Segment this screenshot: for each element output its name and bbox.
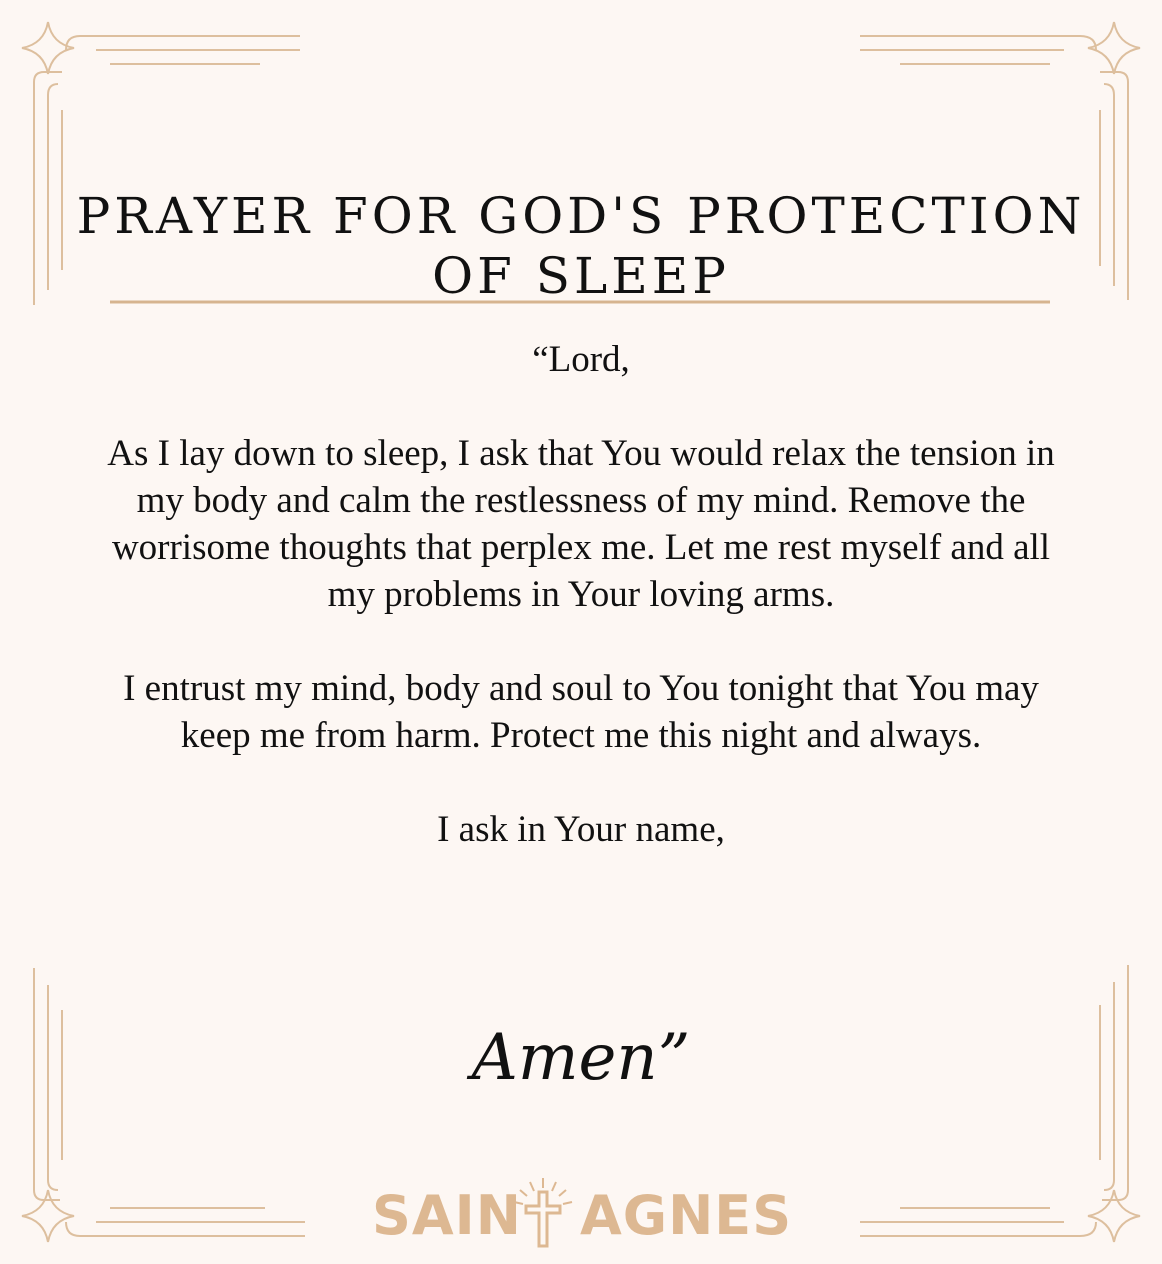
page-title — [60, 186, 1102, 306]
prayer-closing: I ask in Your name, — [437, 809, 725, 850]
prayer-body — [100, 336, 1062, 853]
logo-text-right: AGNES — [580, 1184, 793, 1247]
logo-text-left: SAIN — [372, 1184, 522, 1247]
prayer-opening: “Lord, — [532, 339, 630, 380]
spacer — [100, 759, 1062, 806]
spacer — [100, 618, 1062, 665]
brand-logo — [372, 1176, 792, 1256]
title-line-1: PRAYER FOR GOD'S PROTECTION — [76, 186, 1086, 245]
title-line-2: OF SLEEP — [432, 246, 730, 305]
prayer-paragraph-2: I entrust my mind, body and soul to You tonight that You may keep me from harm. Protect me this night and always. — [123, 668, 1039, 756]
cross-icon — [508, 1176, 578, 1248]
prayer-amen: Amen” — [471, 1021, 691, 1095]
prayer-paragraph-1: As I lay down to sleep, I ask that You would relax the tension in my body and calm the restlessness of my mind. Remove the worrisome thoughts that perplex me. Let me rest myself and all my problems in Your loving arms. — [107, 433, 1055, 615]
spacer — [100, 383, 1062, 430]
